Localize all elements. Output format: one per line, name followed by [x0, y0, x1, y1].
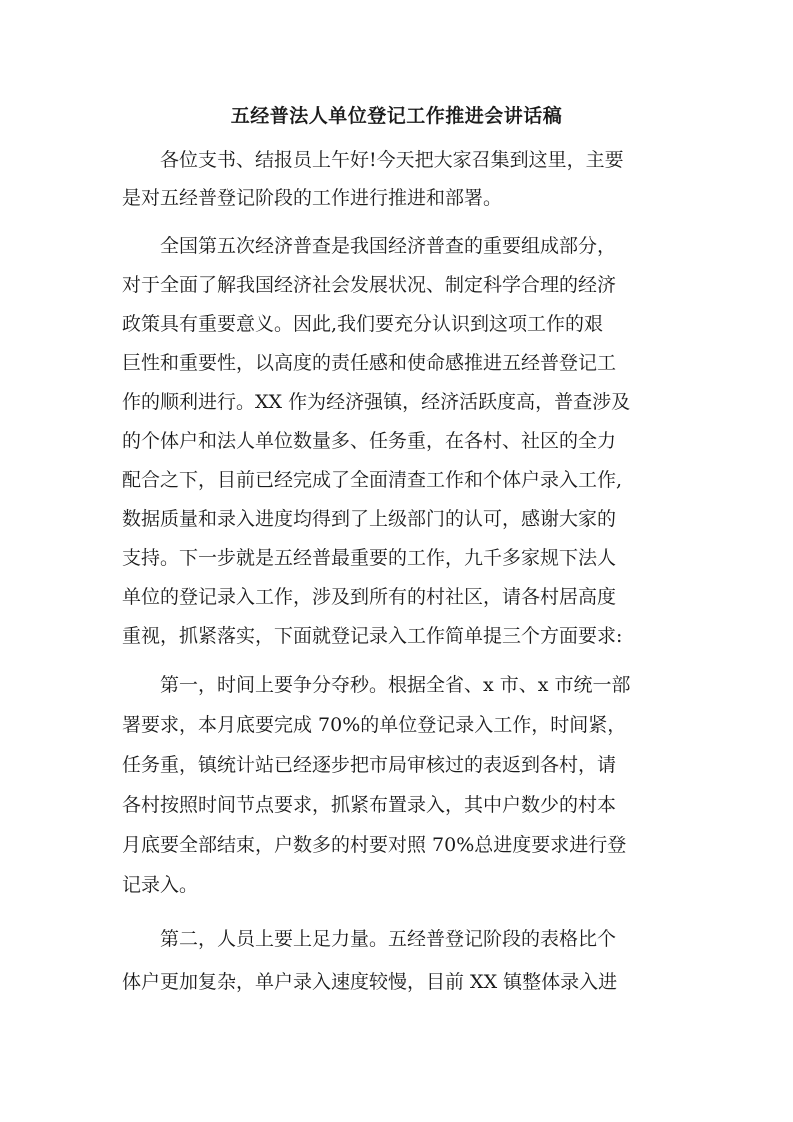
paragraph-2-line-1: 全国第五次经济普查是我国经济普查的重要组成部分，	[160, 235, 617, 257]
paragraph-2-line-4: 巨性和重要性，以高度的责任感和使命感推进五经普登记工	[122, 352, 617, 374]
paragraph-2-line-9: 支持。下一步就是五经普最重要的工作，九千多家规下法人	[122, 547, 617, 569]
paragraph-2-line-5: 作的顺利进行。XX 作为经济强镇，经济活跃度高，普查涉及	[122, 391, 631, 413]
paragraph-2-line-2: 对于全面了解我国经济社会发展状况、制定科学合理的经济	[122, 274, 617, 296]
paragraph-3-line-2: 署要求，本月底要完成 70%的单位登记录入工作，时间紧，	[122, 714, 627, 736]
paragraph-2-line-7: 配合之下，目前已经完成了全面清查工作和个体户录入工作,	[122, 469, 623, 491]
paragraph-1-line-1: 各位支书、结报员上午好!今天把大家召集到这里，主要	[160, 149, 624, 171]
paragraph-2-line-11: 重视，抓紧落实，下面就登记录入工作简单提三个方面要求:	[122, 625, 623, 647]
paragraph-2-line-8: 数据质量和录入进度均得到了上级部门的认可，感谢大家的	[122, 508, 617, 530]
paragraph-2-line-3: 政策具有重要意义。因此,我们要充分认识到这项工作的艰	[122, 313, 604, 335]
paragraph-3-line-5: 月底要全部结束，户数多的村要对照 70%总进度要求进行登	[122, 834, 627, 856]
paragraph-3-line-6: 记录入。	[122, 874, 199, 896]
document-title: 五经普法人单位登记工作推进会讲话稿	[230, 105, 563, 127]
paragraph-1-line-2: 是对五经普登记阶段的工作进行推进和部署。	[122, 187, 503, 209]
paragraph-3-line-4: 各村按照时间节点要求，抓紧布置录入，其中户数少的村本	[122, 794, 617, 816]
paragraph-2-line-6: 的个体户和法人单位数量多、任务重，在各村、社区的全力	[122, 430, 617, 452]
paragraph-4-line-2: 体户更加复杂，单户录入速度较慢，目前 XX 镇整体录入进	[122, 971, 618, 993]
paragraph-3-line-3: 任务重，镇统计站已经逐步把市局审核过的表返到各村，请	[122, 754, 617, 776]
paragraph-4-line-1: 第二，人员上要上足力量。五经普登记阶段的表格比个	[160, 928, 617, 950]
paragraph-2-line-10: 单位的登记录入工作，涉及到所有的村社区，请各村居高度	[122, 586, 617, 608]
paragraph-3-line-1: 第一，时间上要争分夺秒。根据全省、x 市、x 市统一部	[160, 674, 631, 696]
